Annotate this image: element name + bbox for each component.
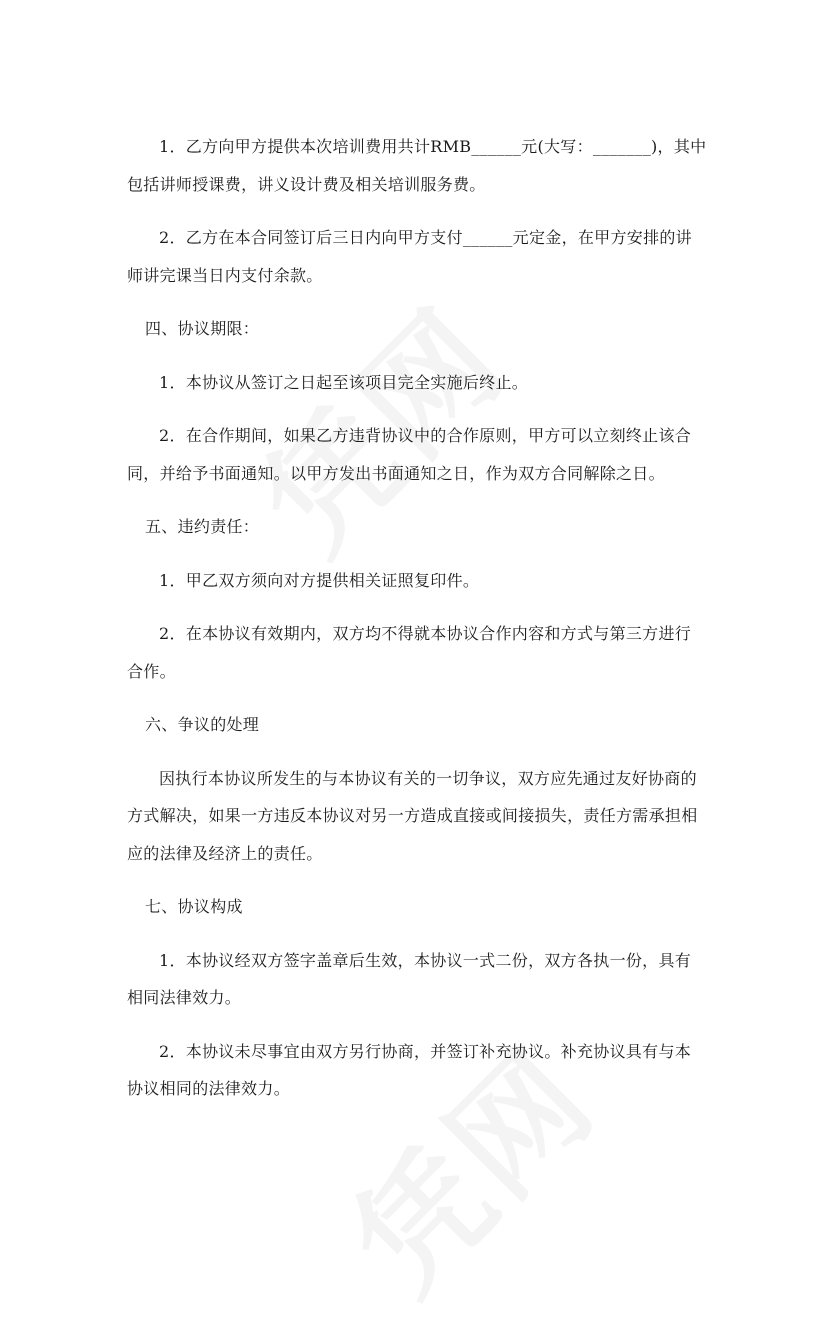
section-heading-liability: 五、违约责任：: [145, 517, 260, 536]
clause-liability-exclusivity: 2．在本协议有效期内，双方均不得就本协议合作内容和方式与第三方进行合作。: [127, 624, 692, 681]
section-heading-dispute: 六、争议的处理: [145, 715, 260, 734]
clause-term-validity: 1．本协议从签订之日起至该项目完全实施后终止。: [159, 372, 529, 392]
clause-term-termination: 2．在合作期间，如果乙方违背协议中的合作原则，甲方可以立刻终止该合同，并给予书面通知。以甲方发出书面通知之日，作为双方合同解除之日。: [127, 426, 692, 483]
document-body: [127, 128, 707, 1124]
clause-dispute: 因执行本协议所发生的与本协议有关的一切争议，双方应先通过友好协商的方式解决，如果一方违反本协议对另一方造成直接或间接损失，责任方需承担相应的法律及经济上的责任。: [127, 768, 698, 863]
clause-deposit: 2．乙方在本合同签订后三日内向甲方支付______元定金，在甲方安排的讲师讲完课当日内支付余款。: [127, 228, 692, 285]
clause-liability-documents: 1．甲乙双方须向对方提供相关证照复印件。: [159, 570, 480, 590]
clause-composition-effect: 1．本协议经双方签字盖章后生效，本协议一式二份，双方各执一份，具有相同法律效力。: [127, 950, 692, 1007]
section-heading-composition: 七、协议构成: [145, 897, 243, 916]
clause-composition-supplement: 2．本协议未尽事宜由双方另行协商，并签订补充协议。补充协议具有与本协议相同的法律效力。: [127, 1041, 692, 1098]
section-heading-term: 四、协议期限：: [145, 319, 260, 338]
clause-fee-total: 1．乙方向甲方提供本次培训费用共计RMB______元(大写：_______)，其中包括讲师授课费，讲义设计费及相关培训服务费。: [127, 137, 707, 194]
